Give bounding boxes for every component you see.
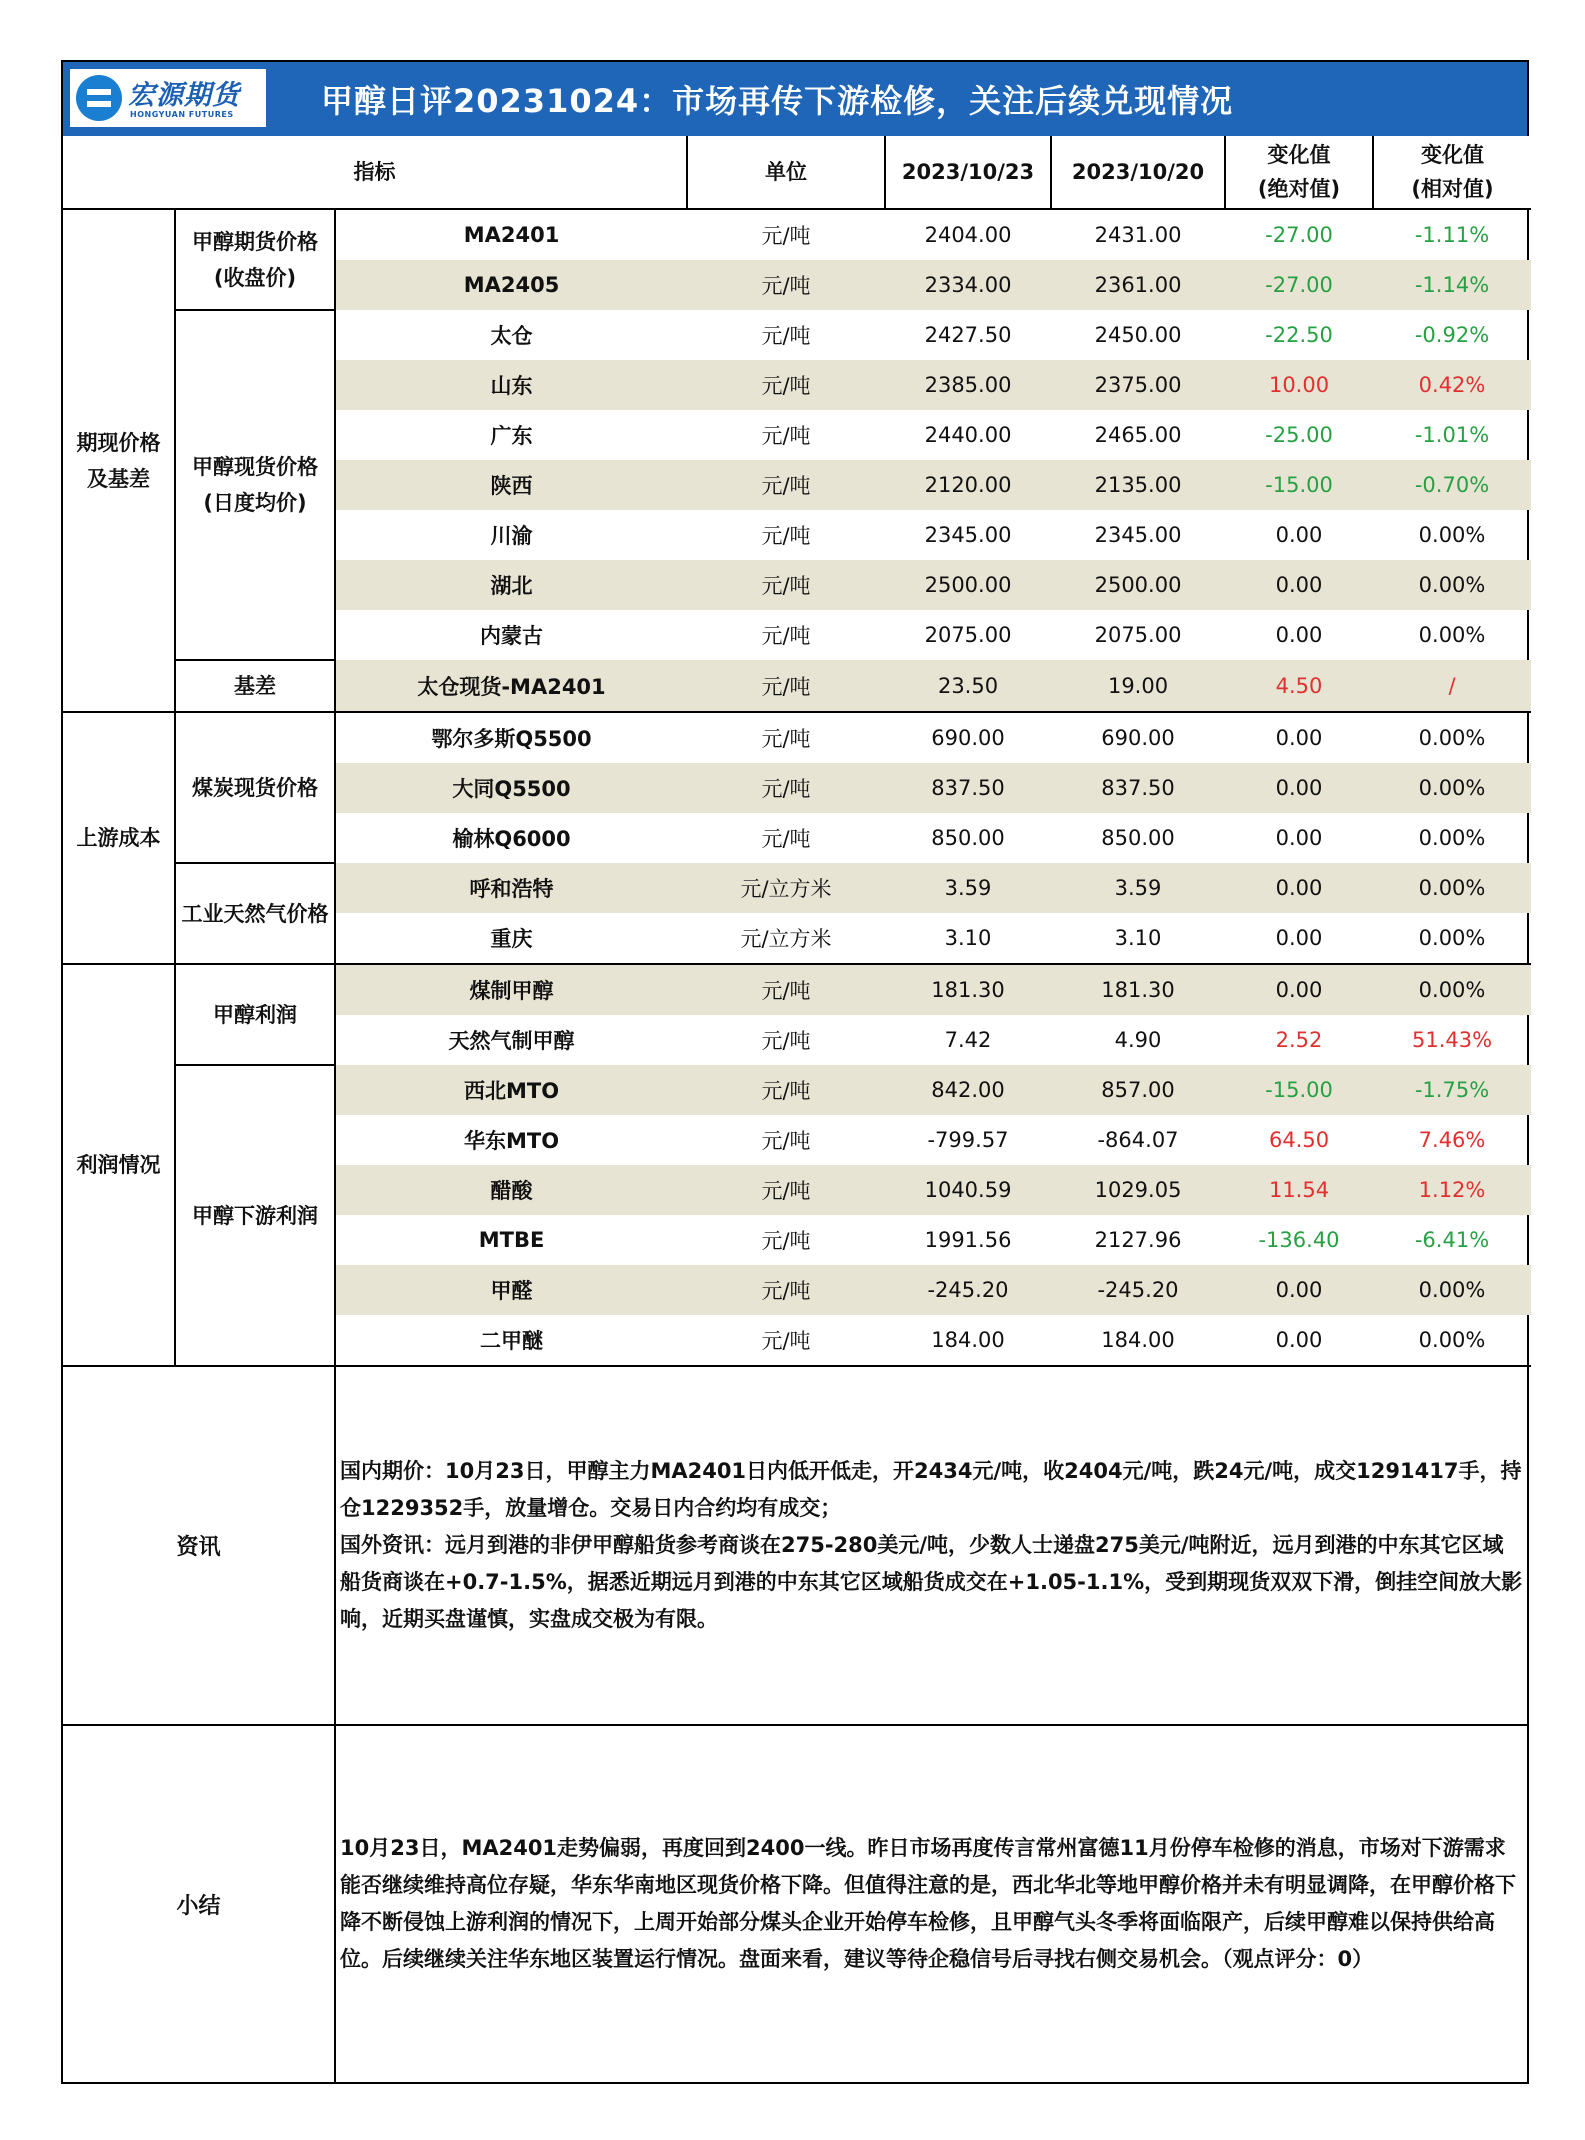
value-date2: 3.10 <box>1051 913 1225 964</box>
value-date2: 19.00 <box>1051 660 1225 712</box>
change-rel: 51.43% <box>1411 1028 1493 1052</box>
news-row <box>63 1367 1527 1725</box>
unit-cell: 元/吨 <box>761 224 811 248</box>
unit-cell: 元/吨 <box>761 424 811 448</box>
unit-cell: 元/吨 <box>761 1229 811 1253</box>
indicator-name: MA2405 <box>335 260 687 310</box>
indicator-name: 华东MTO <box>463 1129 560 1153</box>
indicator-name: 太仓 <box>490 324 533 348</box>
subgroup-label-coal: 煤炭现货价格 <box>175 712 335 863</box>
change-abs: 0.00 <box>1225 1265 1373 1315</box>
value-date2: 2465.00 <box>1094 423 1182 447</box>
change-rel: 0.00% <box>1418 726 1486 750</box>
unit-cell: 元/吨 <box>687 763 885 813</box>
value-date1: 3.59 <box>885 863 1051 913</box>
commentary-table <box>63 1367 1527 2082</box>
report-header <box>63 62 1527 136</box>
logo-name: 宏源期货 <box>128 80 240 111</box>
unit-cell: 元/吨 <box>761 1129 811 1153</box>
indicator-name: 鄂尔多斯Q5500 <box>431 727 592 751</box>
news-text <box>335 1367 1527 1725</box>
logo-subtitle: HONGYUAN FUTURES <box>130 110 234 119</box>
col-header-indicator: 指标 <box>63 136 687 209</box>
value-date1: 842.00 <box>885 1065 1051 1115</box>
unit-cell: 元/吨 <box>687 1315 885 1366</box>
value-date2: 3.59 <box>1051 863 1225 913</box>
table-row <box>63 863 1531 913</box>
change-abs: 64.50 <box>1268 1128 1330 1152</box>
unit-cell: 元/吨 <box>687 360 885 410</box>
value-date2: -864.07 <box>1097 1128 1179 1152</box>
change-rel: -1.01% <box>1414 423 1490 447</box>
change-abs: 0.00 <box>1275 826 1323 850</box>
value-date1: 181.30 <box>885 964 1051 1015</box>
value-date1: 184.00 <box>885 1315 1051 1366</box>
unit-cell: 元/吨 <box>761 1029 811 1053</box>
indicator-table <box>63 136 1531 1367</box>
change-abs: -27.00 <box>1225 260 1373 310</box>
change-rel: -1.14% <box>1373 260 1531 310</box>
value-date1: 2385.00 <box>885 360 1051 410</box>
unit-cell: 元/吨 <box>761 524 811 548</box>
indicator-name: 湖北 <box>335 560 687 610</box>
change-abs: -136.40 <box>1258 1228 1340 1252</box>
change-rel: 0.00% <box>1418 523 1486 547</box>
change-rel: 0.00% <box>1418 826 1486 850</box>
indicator-name: 呼和浩特 <box>335 863 687 913</box>
change-rel: -0.70% <box>1373 460 1531 510</box>
change-rel: 0.00% <box>1418 623 1486 647</box>
change-abs: 4.50 <box>1225 660 1373 712</box>
news-overseas: 国外资讯：远月到港的非伊甲醇船货参考商谈在275-280美元/吨，少数人士递盘275美元/吨附近，远月到港的中东其它区域船货商谈在+0.7-1.5%，据悉近期远月到港的中东其它区域船货成交在+1.05-1.1%，受到期现货双双下滑，倒挂空间放大影响，近期买盘谨慎，实盘成交极为有限。 <box>340 1533 1523 1631</box>
change-rel: 7.46% <box>1418 1128 1486 1152</box>
company-logo <box>69 68 267 128</box>
col-header-rel-change: 变化值 (相对值) <box>1373 136 1531 209</box>
indicator-name: 醋酸 <box>335 1165 687 1215</box>
indicator-name: 山东 <box>335 360 687 410</box>
indicator-name: 西北MTO <box>335 1065 687 1115</box>
indicator-name: MA2401 <box>463 223 560 247</box>
table-row <box>63 712 1531 763</box>
value-date1: -245.20 <box>885 1265 1051 1315</box>
value-date2: 2127.96 <box>1094 1228 1182 1252</box>
value-date1: 690.00 <box>931 726 1005 750</box>
value-date2: 2345.00 <box>1094 523 1182 547</box>
change-abs: 11.54 <box>1225 1165 1373 1215</box>
change-rel: 0.00% <box>1373 863 1531 913</box>
indicator-name: 甲醛 <box>335 1265 687 1315</box>
value-date1: 1991.56 <box>924 1228 1012 1252</box>
change-rel: 0.00% <box>1373 1265 1531 1315</box>
value-date1: -799.57 <box>927 1128 1009 1152</box>
value-date1: 7.42 <box>944 1028 992 1052</box>
value-date1: 23.50 <box>885 660 1051 712</box>
summary-label: 小结 <box>63 1725 335 2082</box>
indicator-name: 重庆 <box>335 913 687 964</box>
value-date1: 2440.00 <box>924 423 1012 447</box>
change-abs: 0.00 <box>1225 1315 1373 1366</box>
table-row <box>63 310 1531 360</box>
unit-cell: 元/吨 <box>761 727 811 751</box>
subgroup-label-dprofit: 甲醇下游利润 <box>175 1065 335 1366</box>
indicator-name: MTBE <box>478 1228 545 1252</box>
subgroup-label-basis: 基差 <box>175 660 335 712</box>
change-rel: 0.42% <box>1373 360 1531 410</box>
subgroup-label-spot: 甲醇现货价格 (日度均价) <box>175 310 335 660</box>
methanol-daily-report <box>61 60 1529 2084</box>
change-abs: 0.00 <box>1275 623 1323 647</box>
indicator-name: 川渝 <box>490 524 533 548</box>
value-date1: 2345.00 <box>924 523 1012 547</box>
change-rel: 0.00% <box>1373 763 1531 813</box>
unit-cell: 元/吨 <box>687 260 885 310</box>
change-abs: -15.00 <box>1225 1065 1373 1115</box>
indicator-name: 煤制甲醇 <box>335 964 687 1015</box>
change-abs: -15.00 <box>1225 460 1373 510</box>
table-row <box>63 1065 1531 1115</box>
change-abs: 2.52 <box>1275 1028 1323 1052</box>
change-abs: 0.00 <box>1275 726 1323 750</box>
value-date1: 2427.50 <box>924 323 1012 347</box>
unit-cell: 元/吨 <box>761 324 811 348</box>
value-date1: 2075.00 <box>924 623 1012 647</box>
unit-cell: 元/吨 <box>687 460 885 510</box>
subgroup-label-fut: 甲醇期货价格 (收盘价) <box>175 209 335 310</box>
value-date2: 690.00 <box>1101 726 1175 750</box>
unit-cell: 元/吨 <box>761 827 811 851</box>
value-date2: 2135.00 <box>1051 460 1225 510</box>
value-date1: 3.10 <box>885 913 1051 964</box>
unit-cell: 元/立方米 <box>687 913 885 964</box>
indicator-name: 陕西 <box>335 460 687 510</box>
col-header-unit: 单位 <box>687 136 885 209</box>
news-domestic: 国内期价：10月23日，甲醇主力MA2401日内低开低走，开2434元/吨，收2404元/吨，跌24元/吨，成交1291417手，持仓1229352手，放量增仓。交易日内合约均有成交； <box>340 1459 1522 1520</box>
change-rel: 0.00% <box>1373 913 1531 964</box>
change-rel: 0.00% <box>1373 964 1531 1015</box>
unit-cell: 元/吨 <box>687 560 885 610</box>
change-rel: 0.00% <box>1373 560 1531 610</box>
indicator-name: 榆林Q6000 <box>452 827 571 851</box>
unit-cell: 元/吨 <box>687 1165 885 1215</box>
indicator-name: 大同Q5500 <box>335 763 687 813</box>
value-date1: 1040.59 <box>885 1165 1051 1215</box>
report-title: 甲醇日评20231024：市场再传下游检修，关注后续兑现情况 <box>321 82 1234 120</box>
change-rel: -1.11% <box>1414 223 1490 247</box>
col-header-date1: 2023/10/23 <box>885 136 1051 209</box>
group-label-cost: 上游成本 <box>63 712 175 964</box>
value-date2: 2075.00 <box>1094 623 1182 647</box>
value-date2: 837.50 <box>1051 763 1225 813</box>
change-abs: 0.00 <box>1225 560 1373 610</box>
indicator-name: 太仓现货-MA2401 <box>335 660 687 712</box>
value-date2: 2450.00 <box>1094 323 1182 347</box>
value-date2: 4.90 <box>1114 1028 1162 1052</box>
change-abs: 0.00 <box>1225 763 1373 813</box>
value-date1: 2404.00 <box>924 223 1012 247</box>
value-date1: 2120.00 <box>885 460 1051 510</box>
summary-text: 10月23日，MA2401走势偏弱，再度回到2400一线。昨日市场再度传言常州富德11月份停车检修的消息，市场对下游需求能否继续维持高位存疑，华东华南地区现货价格下降。但值得注意的是，西北华北等地甲醇价格并未有明显调降，在甲醇价格下降不断侵蚀上游利润的情况下，上周开始部分煤头企业开始停车检修，且甲醇气头冬季将面临限产，后续甲醇难以保持供给高位。后续继续关注华东地区装置运行情况。盘面来看，建议等待企稳信号后寻找右侧交易机会。（观点评分：0） <box>340 1836 1516 1971</box>
change-rel: -1.75% <box>1373 1065 1531 1115</box>
unit-cell: 元/吨 <box>687 964 885 1015</box>
change-rel: 1.12% <box>1373 1165 1531 1215</box>
change-rel: 0.00% <box>1373 1315 1531 1366</box>
value-date1: 837.50 <box>885 763 1051 813</box>
change-rel: -0.92% <box>1414 323 1490 347</box>
unit-cell: 元/立方米 <box>687 863 885 913</box>
value-date1: 2334.00 <box>885 260 1051 310</box>
indicator-name: 广东 <box>490 424 533 448</box>
value-date2: 2500.00 <box>1051 560 1225 610</box>
change-abs: 0.00 <box>1225 863 1373 913</box>
unit-cell: 元/吨 <box>687 1065 885 1115</box>
value-date2: 184.00 <box>1051 1315 1225 1366</box>
value-date2: -245.20 <box>1051 1265 1225 1315</box>
group-label-price: 期现价格 及基差 <box>63 209 175 712</box>
value-date1: 2500.00 <box>885 560 1051 610</box>
indicator-name: 天然气制甲醇 <box>448 1029 575 1053</box>
value-date2: 2431.00 <box>1094 223 1182 247</box>
change-rel: -6.41% <box>1414 1228 1490 1252</box>
value-date2: 857.00 <box>1051 1065 1225 1115</box>
unit-cell: 元/吨 <box>761 624 811 648</box>
change-abs: 0.00 <box>1225 913 1373 964</box>
table-row <box>63 964 1531 1015</box>
col-header-date2: 2023/10/20 <box>1051 136 1225 209</box>
subgroup-label-gas: 工业天然气价格 <box>175 863 335 964</box>
value-date2: 2375.00 <box>1051 360 1225 410</box>
table-row <box>63 660 1531 712</box>
logo-emblem-icon <box>76 75 122 121</box>
value-date2: 1029.05 <box>1051 1165 1225 1215</box>
group-label-profit: 利润情况 <box>63 964 175 1366</box>
change-abs: 0.00 <box>1225 964 1373 1015</box>
change-abs: -22.50 <box>1265 323 1333 347</box>
unit-cell: 元/吨 <box>687 1265 885 1315</box>
value-date2: 2361.00 <box>1051 260 1225 310</box>
change-abs: 0.00 <box>1275 523 1323 547</box>
change-abs: -25.00 <box>1265 423 1333 447</box>
col-header-abs-change: 变化值 (绝对值) <box>1225 136 1373 209</box>
indicator-name: 二甲醚 <box>335 1315 687 1366</box>
change-rel: / <box>1373 660 1531 712</box>
change-abs: 10.00 <box>1225 360 1373 410</box>
value-date1: 850.00 <box>931 826 1005 850</box>
change-abs: -27.00 <box>1265 223 1333 247</box>
summary-row <box>63 1725 1527 2082</box>
indicator-name: 内蒙古 <box>480 624 543 648</box>
value-date2: 181.30 <box>1051 964 1225 1015</box>
subgroup-label-mprofit: 甲醇利润 <box>175 964 335 1065</box>
news-label: 资讯 <box>63 1367 335 1725</box>
table-header-row <box>63 136 1531 209</box>
value-date2: 850.00 <box>1101 826 1175 850</box>
table-row <box>63 209 1531 260</box>
unit-cell: 元/吨 <box>687 660 885 712</box>
